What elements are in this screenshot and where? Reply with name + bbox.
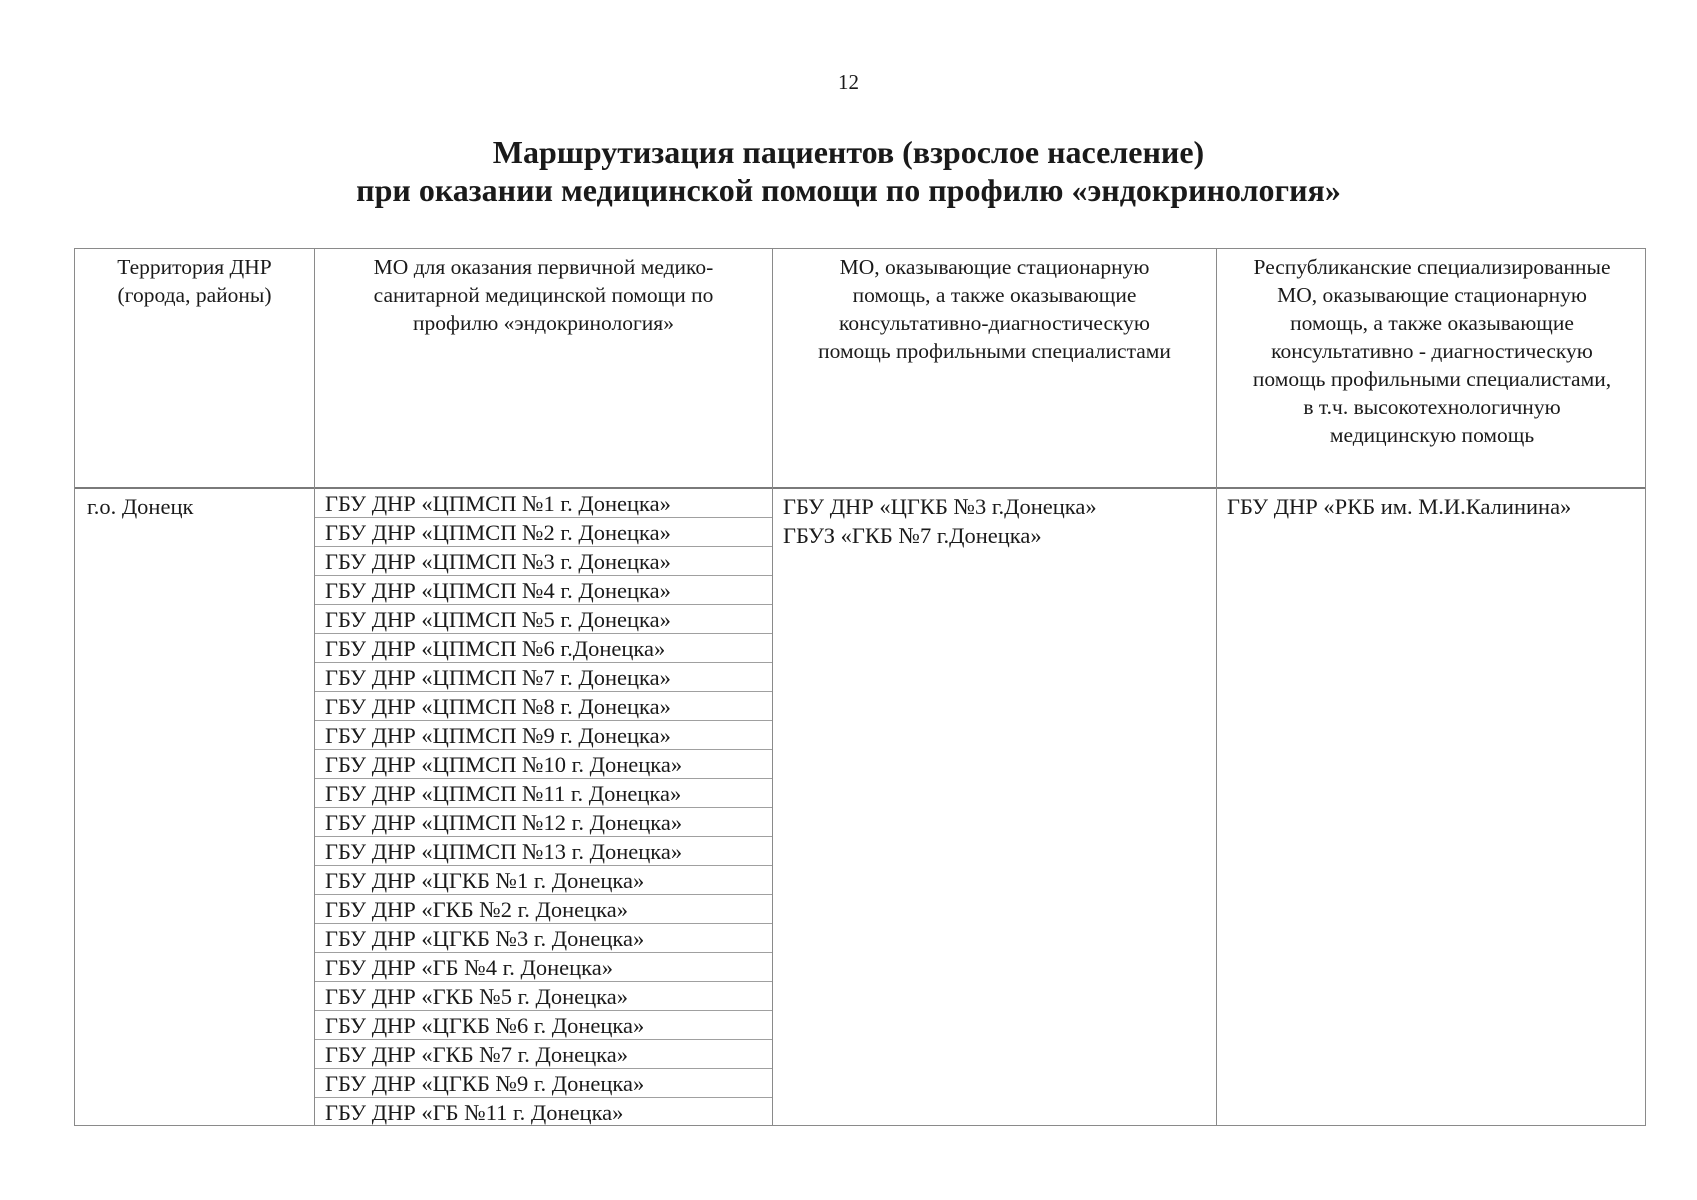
territory-cell: г.о. Донецк [87, 494, 194, 519]
primary-care-item: ГБУ ДНР «ЦГКБ №1 г. Донецка» [315, 866, 772, 895]
column-republican [1217, 249, 1647, 1125]
primary-care-item: ГБУ ДНР «ЦПМСП №9 г. Донецка» [315, 721, 772, 750]
header-primary-care [315, 253, 772, 337]
header-line: консультативно - диагностическую [1271, 339, 1593, 363]
primary-care-item: ГБУ ДНР «ЦПМСП №2 г. Донецка» [315, 518, 772, 547]
primary-care-item: ГБУ ДНР «ЦГКБ №9 г. Донецка» [315, 1069, 772, 1098]
primary-care-item: ГБУ ДНР «ЦПМСП №12 г. Донецка» [315, 808, 772, 837]
document-title [0, 133, 1697, 209]
primary-care-item: ГБУ ДНР «ЦГКБ №3 г. Донецка» [315, 924, 772, 953]
primary-care-cell [315, 489, 772, 1127]
header-line: МО для оказания первичной медико- [373, 255, 714, 279]
header-line: помощь профильными специалистами, [1252, 367, 1612, 391]
column-territory [75, 249, 315, 1125]
primary-care-item: ГБУ ДНР «ЦПМСП №4 г. Донецка» [315, 576, 772, 605]
primary-care-item: ГБУ ДНР «ГБ №11 г. Донецка» [325, 1100, 624, 1125]
column-primary-care [315, 249, 773, 1125]
title-line-1: Маршрутизация пациентов (взрослое население) [492, 134, 1205, 170]
primary-care-list [315, 489, 772, 1127]
primary-care-item: ГБУ ДНР «ЦПМСП №5 г. Донецка» [315, 605, 772, 634]
inpatient-list [773, 489, 1216, 550]
header-line: помощь, а также оказывающие [1290, 311, 1574, 335]
header-territory [75, 253, 314, 309]
primary-care-item: ГБУ ДНР «ГКБ №5 г. Донецка» [315, 982, 772, 1011]
primary-care-item: ГБУ ДНР «ЦПМСП №6 г.Донецка» [315, 634, 772, 663]
inpatient-item: ГБУ ДНР «ЦГКБ №3 г.Донецка» [783, 494, 1097, 519]
header-line: медицинскую помощь [1329, 423, 1535, 447]
primary-care-item: ГБУ ДНР «ЦПМСП №11 г. Донецка» [315, 779, 772, 808]
primary-care-item: ГБУ ДНР «ЦПМСП №8 г. Донецка» [315, 692, 772, 721]
title-line-2: при оказании медицинской помощи по профилю «эндокринология» [356, 172, 1341, 208]
primary-care-item: ГБУ ДНР «ЦГКБ №6 г. Донецка» [315, 1011, 772, 1040]
header-line: МО, оказывающие стационарную [1277, 283, 1587, 307]
republican-cell: ГБУ ДНР «РКБ им. М.И.Калинина» [1227, 494, 1572, 519]
header-line: помощь профильными специалистами [818, 339, 1171, 363]
header-line: профилю «эндокринология» [413, 311, 674, 335]
column-inpatient [773, 249, 1217, 1125]
header-line: Территория ДНР [117, 255, 272, 279]
primary-care-item: ГБУ ДНР «ЦПМСП №3 г. Донецка» [315, 547, 772, 576]
header-line: консультативно-диагностическую [839, 311, 1150, 335]
page-number: 12 [838, 70, 859, 94]
primary-care-item: ГБУ ДНР «ЦПМСП №10 г. Донецка» [315, 750, 772, 779]
header-republican [1217, 253, 1647, 449]
header-line: МО, оказывающие стационарную [839, 255, 1150, 279]
header-line: Республиканские специализированные [1253, 255, 1611, 279]
header-line: в т.ч. высокотехнологичную [1303, 395, 1561, 419]
header-line: помощь, а также оказывающие [852, 283, 1137, 307]
primary-care-item: ГБУ ДНР «ГКБ №7 г. Донецка» [315, 1040, 772, 1069]
header-line: санитарной медицинской помощи по [373, 283, 714, 307]
primary-care-item: ГБУ ДНР «ГБ №4 г. Донецка» [315, 953, 772, 982]
primary-care-item: ГБУ ДНР «ЦПМСП №7 г. Донецка» [315, 663, 772, 692]
primary-care-item: ГБУ ДНР «ГКБ №2 г. Донецка» [315, 895, 772, 924]
primary-care-item: ГБУ ДНР «ЦПМСП №13 г. Донецка» [315, 837, 772, 866]
inpatient-cell [773, 489, 1216, 550]
header-inpatient [773, 253, 1216, 365]
inpatient-item: ГБУЗ «ГКБ №7 г.Донецка» [783, 522, 1042, 548]
primary-care-item: ГБУ ДНР «ЦПМСП №1 г. Донецка» [315, 489, 772, 518]
header-line: (города, районы) [117, 283, 272, 307]
routing-table [74, 248, 1646, 1126]
